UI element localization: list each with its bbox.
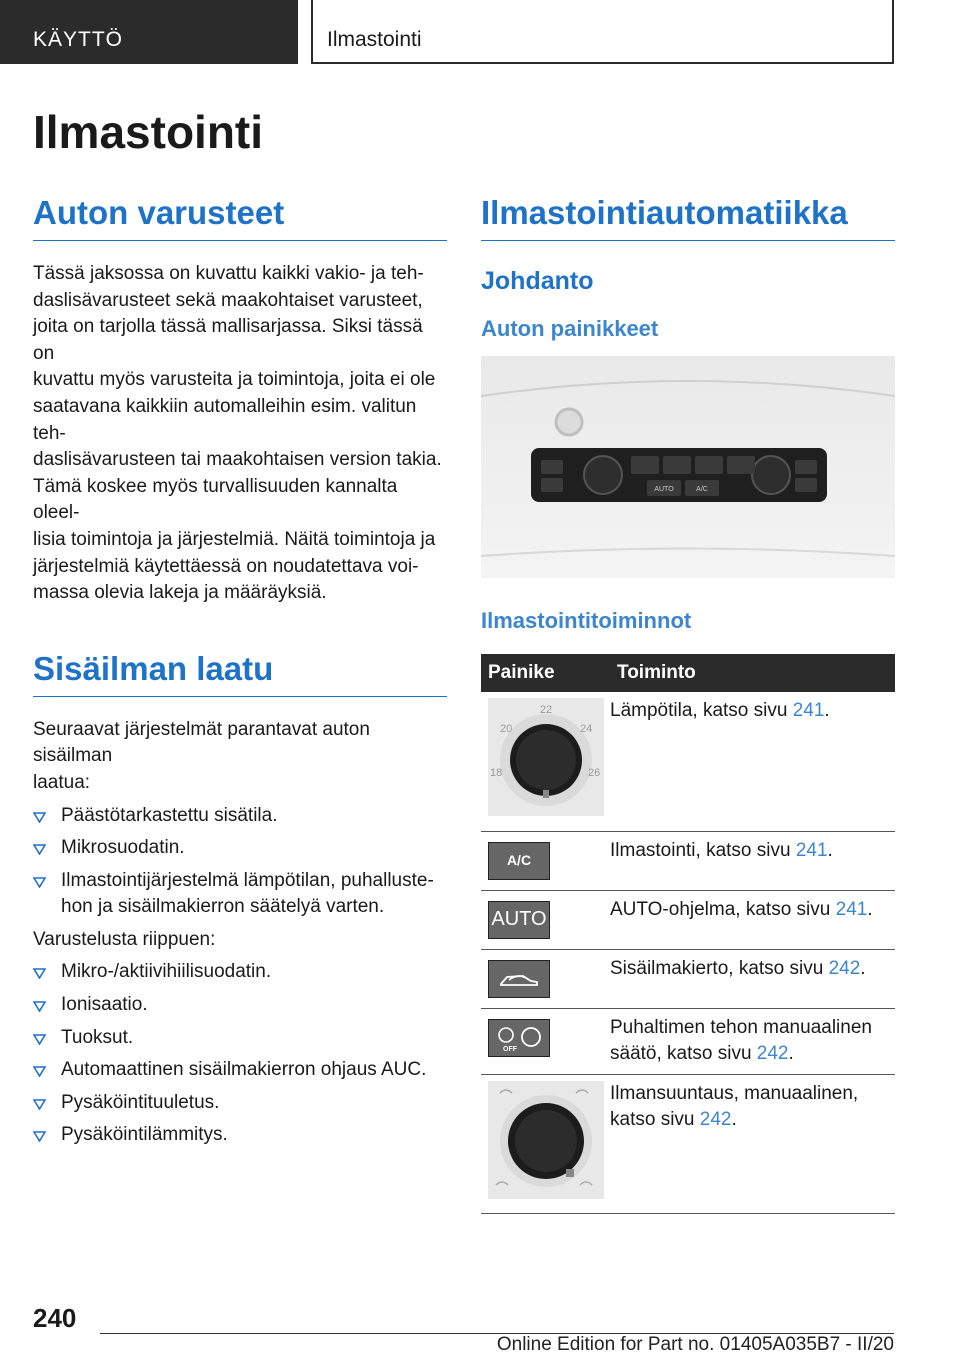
list-item-text: hon ja sisäilmakierron säätelyä varten. [61, 896, 385, 918]
equipment-line: Tässä jaksossa on kuvattu kaikki vakio- ja teh- [33, 263, 424, 284]
auto-button-icon: AUTO [488, 901, 550, 939]
column-header-function: Toiminto [610, 654, 895, 692]
function-text: Puhaltimen tehon manuaalinen [610, 1016, 872, 1038]
climate-heading: Ilmastointiautomatiikka [481, 185, 895, 241]
page-link[interactable]: 242 [828, 957, 861, 979]
list-item [33, 803, 447, 830]
function-text: Lämpötila, katso sivu [610, 700, 793, 721]
list-item-text: Ilmastointijärjestelmä lämpötilan, puhalluste- [61, 869, 434, 891]
list-item [33, 1057, 447, 1084]
dial-label: 22 [539, 704, 553, 716]
function-text: Ilmansuuntaus, manuaalinen, [610, 1082, 859, 1104]
dial-label: 20 [500, 723, 513, 735]
list-item [33, 959, 447, 986]
equipment-line: joita on tarjolla tässä mallisarjassa. Siksi tässä on [33, 316, 423, 364]
list-item-text: Ionisaatio. [61, 994, 148, 1016]
air-quality-intro [33, 717, 447, 797]
list-item-text: Pysäköintituuletus. [61, 1091, 220, 1113]
function-cell [610, 692, 895, 831]
list-item [33, 1122, 447, 1149]
triangle-bullet-icon [33, 1131, 46, 1142]
equipment-line: saatavana kaikkiin automalleihin esim. valitun teh- [33, 395, 417, 444]
header-chapter-label: Ilmastointi [327, 28, 422, 51]
function-suffix: . [867, 898, 873, 920]
header-chapter [311, 0, 894, 64]
function-text: katso sivu [610, 1109, 700, 1131]
air-quality-heading: Sisäilman laatu [33, 641, 447, 697]
list-item-text: Automaattinen sisäilmakierron ohjaus AUC. [61, 1059, 427, 1081]
left-column [33, 185, 447, 1149]
climate-panel-photo [481, 356, 895, 578]
equipment-heading: Auton varusteet [33, 185, 447, 241]
function-suffix: . [824, 700, 830, 721]
list-item-text: Tuoksut. [61, 1026, 134, 1048]
page-link[interactable]: 241 [792, 700, 825, 721]
function-cell [610, 890, 895, 949]
function-suffix: . [860, 957, 866, 979]
list-item [33, 868, 447, 921]
panel-ac-label: A/C [696, 486, 708, 493]
function-text: Ilmastointi, katso sivu [610, 839, 796, 861]
list-item-text: Pysäköintilämmitys. [61, 1124, 228, 1146]
page-title: Ilmastointi [33, 106, 264, 158]
page-link[interactable]: 241 [835, 898, 868, 920]
equipment-line: Tämä koskee myös turvallisuuden kannalta oleel- [33, 475, 398, 524]
triangle-bullet-icon [33, 968, 46, 979]
equipment-text [33, 261, 447, 607]
table-row [481, 949, 895, 1008]
function-cell [610, 1074, 895, 1214]
equipment-line: kuvattu myös varusteita ja toimintoja, joita ei ole [33, 369, 436, 391]
page-link[interactable]: 241 [795, 839, 828, 861]
table-row [481, 1008, 895, 1074]
function-cell [610, 831, 895, 890]
table-row [481, 1074, 895, 1214]
equipment-line: daslisävarusteen tai maakohtaisen version takia. [33, 449, 442, 471]
header-section-label: KÄYTTÖ [33, 28, 124, 51]
function-suffix: . [827, 839, 833, 861]
temperature-dial-icon [488, 698, 604, 816]
list-item-text: Mikrosuodatin. [61, 837, 185, 859]
table-row [481, 692, 895, 831]
optional-list [33, 959, 447, 1149]
fan-off-label: OFF [503, 1045, 517, 1053]
triangle-bullet-icon [33, 812, 46, 823]
intro-heading: Johdanto [481, 267, 594, 295]
air-distribution-dial-icon [488, 1081, 604, 1199]
triangle-bullet-icon [33, 1001, 46, 1012]
list-item [33, 835, 447, 862]
column-header-button: Painike [481, 654, 610, 692]
list-item [33, 992, 447, 1019]
function-text: säätö, katso sivu [610, 1043, 757, 1065]
function-suffix: . [788, 1043, 794, 1065]
page-link[interactable]: 242 [756, 1043, 789, 1065]
fan-icon [491, 1023, 547, 1053]
equipment-line: järjestelmiä käytettäessä on noudatettava voi- [33, 555, 419, 577]
fan-button-icon [488, 1019, 550, 1057]
air-intro-line: laatua: [33, 771, 91, 793]
air-quality-list [33, 803, 447, 921]
table-row [481, 890, 895, 949]
table-header-row [481, 654, 895, 692]
triangle-bullet-icon [33, 844, 46, 855]
function-cell [610, 949, 895, 1008]
functions-table [481, 654, 895, 1214]
list-item-text: Päästötarkastettu sisätila. [61, 804, 278, 826]
ac-button-icon: A/C [488, 842, 550, 880]
list-item [33, 1090, 447, 1117]
header-section [0, 0, 298, 64]
recirculation-button-icon [488, 960, 550, 998]
list-item [33, 1025, 447, 1052]
function-cell [610, 1008, 895, 1074]
functions-heading: Ilmastointitoiminnot [481, 608, 692, 633]
buttons-heading: Auton painikkeet [481, 316, 659, 341]
triangle-bullet-icon [33, 877, 46, 888]
dial-label: 24 [580, 723, 593, 735]
equipment-line: lisia toimintoja ja järjestelmiä. Näitä toimintoja ja [33, 528, 436, 550]
panel-auto-label: AUTO [654, 486, 674, 493]
equipment-line: daslisävarusteet sekä maakohtaiset varusteet, [33, 289, 423, 311]
optional-label: Varustelusta riippuen: [33, 928, 216, 950]
triangle-bullet-icon [33, 1099, 46, 1110]
function-text: AUTO-ohjelma, katso sivu [610, 898, 836, 920]
triangle-bullet-icon [33, 1066, 46, 1077]
list-item-text: Mikro-/aktiivihiilisuodatin. [61, 961, 272, 983]
dial-label: 26 [588, 767, 601, 779]
air-intro-line: Seuraavat järjestelmät parantavat auton sisäilman [33, 718, 370, 767]
page-number: 240 [33, 1303, 77, 1333]
table-row [481, 831, 895, 890]
edition-note: Online Edition for Part no. 01405A035B7 - II/20 [496, 1334, 894, 1355]
function-suffix: . [731, 1109, 737, 1131]
page-link[interactable]: 242 [699, 1109, 732, 1131]
function-text: Sisäilmakierto, katso sivu [610, 957, 829, 979]
triangle-bullet-icon [33, 1034, 46, 1045]
right-column [481, 185, 895, 1214]
dial-label: 18 [490, 767, 503, 779]
recirculation-icon [497, 968, 541, 990]
equipment-line: massa olevia lakeja ja määräyksiä. [33, 582, 327, 604]
